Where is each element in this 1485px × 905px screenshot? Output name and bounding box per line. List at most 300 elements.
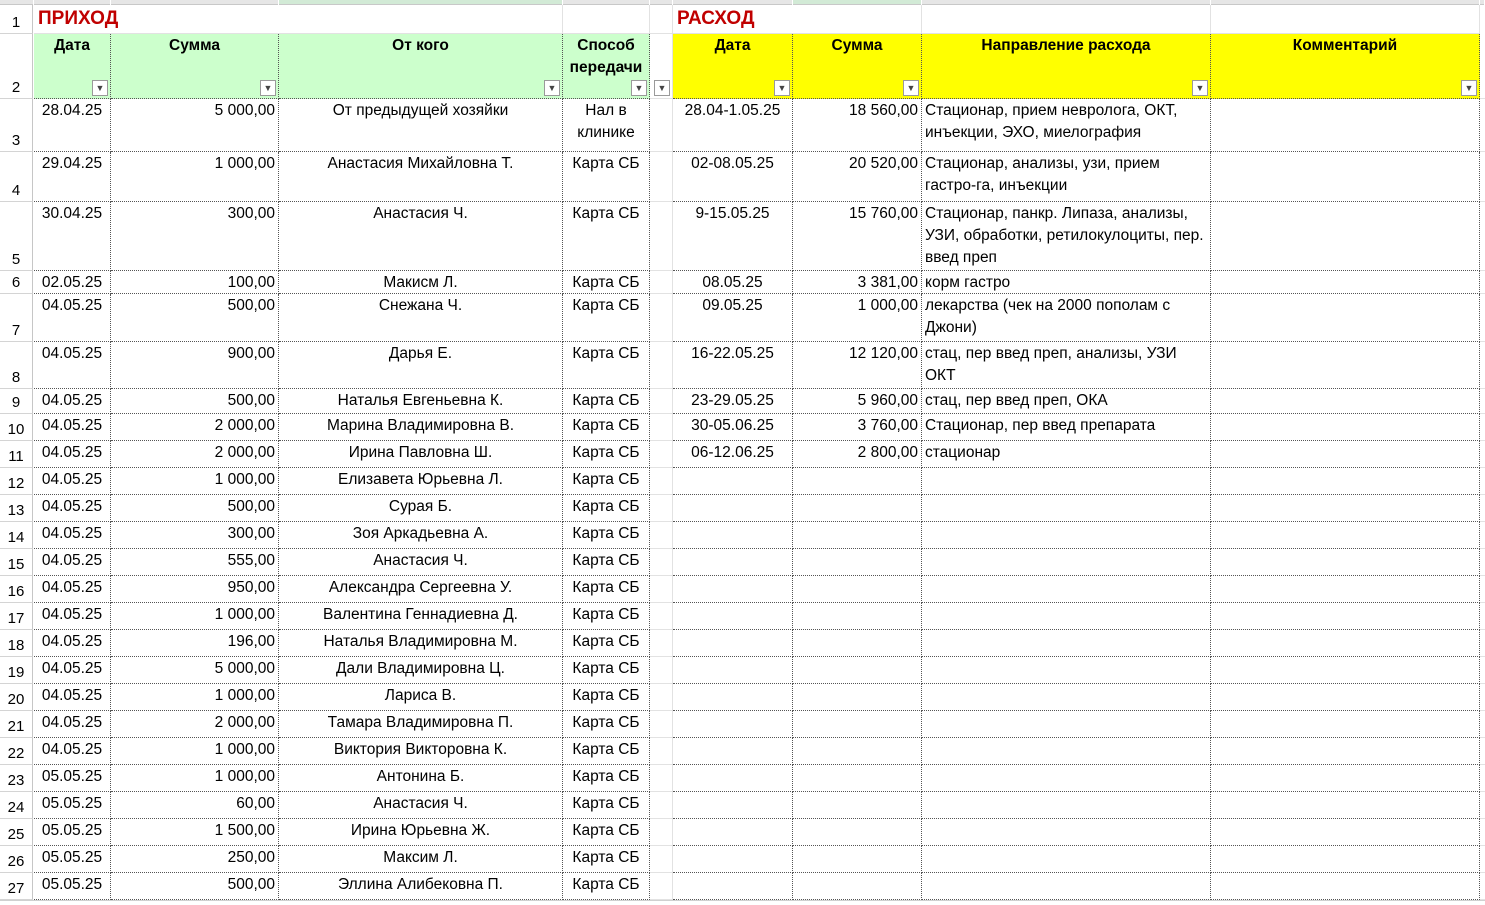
expense-comment-cell[interactable] <box>1211 630 1480 657</box>
empty-cell[interactable] <box>1480 630 1485 657</box>
expense-amount-cell[interactable] <box>793 576 922 603</box>
income-amount-cell[interactable]: 950,00 <box>111 576 279 603</box>
expense-comment-cell[interactable] <box>1211 873 1480 900</box>
expense-comment-cell[interactable] <box>1211 271 1480 294</box>
income-method-cell[interactable]: Карта СБ <box>563 549 650 576</box>
expense-date-cell[interactable]: 06-12.06.25 <box>673 441 793 468</box>
income-from-cell[interactable]: Макисм Л. <box>279 271 563 294</box>
expense-date-cell[interactable] <box>673 711 793 738</box>
expense-direction-cell[interactable] <box>922 495 1211 522</box>
income-from-cell[interactable]: Эллина Алибековна П. <box>279 873 563 900</box>
expense-direction-cell[interactable]: стационар <box>922 441 1211 468</box>
expense-direction-cell[interactable] <box>922 765 1211 792</box>
income-date-cell[interactable]: 05.05.25 <box>34 873 111 900</box>
income-amount-cell[interactable]: 1 000,00 <box>111 684 279 711</box>
expense-date-cell[interactable]: 16-22.05.25 <box>673 342 793 389</box>
expense-date-cell[interactable]: 9-15.05.25 <box>673 202 793 271</box>
expense-date-cell[interactable] <box>673 846 793 873</box>
expense-direction-cell[interactable] <box>922 846 1211 873</box>
income-method-cell[interactable]: Карта СБ <box>563 603 650 630</box>
expense-amount-cell[interactable] <box>793 630 922 657</box>
empty-cell[interactable] <box>1480 711 1485 738</box>
empty-cell[interactable] <box>563 5 650 34</box>
empty-cell[interactable] <box>650 765 673 792</box>
empty-cell[interactable] <box>922 5 1211 34</box>
expense-comment-cell[interactable] <box>1211 99 1480 152</box>
income-amount-cell[interactable]: 500,00 <box>111 294 279 342</box>
income-amount-cell[interactable]: 5 000,00 <box>111 99 279 152</box>
empty-cell[interactable] <box>650 819 673 846</box>
row-number[interactable]: 2 <box>0 34 33 99</box>
income-from-cell[interactable]: Наталья Владимировна М. <box>279 630 563 657</box>
empty-cell[interactable] <box>650 630 673 657</box>
expense-amount-cell[interactable] <box>793 522 922 549</box>
income-method-cell[interactable]: Карта СБ <box>563 846 650 873</box>
income-method-cell[interactable]: Карта СБ <box>563 414 650 441</box>
header-label: Способ передачи <box>569 37 643 76</box>
expense-date-cell[interactable] <box>673 576 793 603</box>
empty-cell[interactable] <box>1480 271 1485 294</box>
income-from-cell[interactable]: Анастасия Ч. <box>279 792 563 819</box>
income-method-cell[interactable]: Карта СБ <box>563 342 650 389</box>
expense-date-cell[interactable]: 23-29.05.25 <box>673 389 793 414</box>
income-date-cell[interactable]: 04.05.25 <box>34 389 111 414</box>
empty-cell[interactable] <box>650 414 673 441</box>
income-from-cell[interactable]: Лариса В. <box>279 684 563 711</box>
row-number[interactable]: 12 <box>0 468 33 495</box>
income-date-cell[interactable]: 28.04.25 <box>34 99 111 152</box>
row-number[interactable]: 6 <box>0 271 33 294</box>
expense-comment-cell[interactable] <box>1211 202 1480 271</box>
income-amount-cell[interactable]: 1 000,00 <box>111 738 279 765</box>
row-number[interactable]: 10 <box>0 414 33 441</box>
expense-amount-cell[interactable] <box>793 738 922 765</box>
expense-date-cell[interactable] <box>673 495 793 522</box>
row-number[interactable]: 26 <box>0 846 33 873</box>
income-amount-cell[interactable]: 250,00 <box>111 846 279 873</box>
income-amount-cell[interactable]: 5 000,00 <box>111 657 279 684</box>
income-date-cell[interactable]: 04.05.25 <box>34 738 111 765</box>
empty-cell[interactable] <box>650 657 673 684</box>
row-number[interactable]: 22 <box>0 738 33 765</box>
expense-amount-cell[interactable]: 5 960,00 <box>793 389 922 414</box>
expense-comment-cell[interactable] <box>1211 576 1480 603</box>
empty-cell[interactable] <box>650 576 673 603</box>
expense-amount-cell[interactable] <box>793 657 922 684</box>
row-number[interactable]: 11 <box>0 441 33 468</box>
income-date-cell[interactable]: 04.05.25 <box>34 576 111 603</box>
income-method-cell[interactable]: Карта СБ <box>563 657 650 684</box>
income-date-cell[interactable]: 05.05.25 <box>34 765 111 792</box>
income-date-cell[interactable]: 05.05.25 <box>34 846 111 873</box>
row-number[interactable]: 14 <box>0 522 33 549</box>
expense-comment-cell[interactable] <box>1211 738 1480 765</box>
income-from-cell[interactable]: Александра Сергеевна У. <box>279 576 563 603</box>
income-method-cell[interactable]: Карта СБ <box>563 152 650 202</box>
row-number[interactable]: 7 <box>0 294 33 342</box>
expense-direction-cell[interactable] <box>922 711 1211 738</box>
expense-comment-cell[interactable] <box>1211 846 1480 873</box>
income-from-cell[interactable]: Снежана Ч. <box>279 294 563 342</box>
expense-amount-cell[interactable] <box>793 846 922 873</box>
income-method-cell[interactable]: Карта СБ <box>563 441 650 468</box>
empty-cell[interactable] <box>1480 495 1485 522</box>
row-number[interactable]: 8 <box>0 342 33 389</box>
empty-cell[interactable] <box>650 711 673 738</box>
income-amount-cell[interactable]: 500,00 <box>111 495 279 522</box>
income-date-cell[interactable]: 04.05.25 <box>34 603 111 630</box>
expense-amount-cell[interactable] <box>793 819 922 846</box>
row-number[interactable]: 18 <box>0 630 33 657</box>
income-date-cell[interactable]: 04.05.25 <box>34 294 111 342</box>
expense-date-cell[interactable]: 09.05.25 <box>673 294 793 342</box>
income-date-cell[interactable]: 04.05.25 <box>34 711 111 738</box>
empty-cell[interactable] <box>650 495 673 522</box>
expense-date-cell[interactable] <box>673 468 793 495</box>
income-date-cell[interactable]: 29.04.25 <box>34 152 111 202</box>
expense-amount-cell[interactable]: 12 120,00 <box>793 342 922 389</box>
expense-direction-cell[interactable]: лекарства (чек на 2000 пополам с Джони) <box>922 294 1211 342</box>
expense-direction-cell[interactable] <box>922 657 1211 684</box>
income-header-method <box>563 34 650 99</box>
filter-dropdown-icon[interactable]: ▼ <box>1192 80 1208 96</box>
income-from-cell[interactable]: Тамара Владимировна П. <box>279 711 563 738</box>
header-label: Дата <box>54 37 90 54</box>
income-date-cell[interactable]: 04.05.25 <box>34 630 111 657</box>
empty-cell[interactable] <box>1480 441 1485 468</box>
row-number[interactable]: 15 <box>0 549 33 576</box>
expense-date-cell[interactable]: 08.05.25 <box>673 271 793 294</box>
row-number[interactable]: 9 <box>0 389 33 414</box>
income-method-cell[interactable]: Карта СБ <box>563 495 650 522</box>
expense-comment-cell[interactable] <box>1211 389 1480 414</box>
income-amount-cell[interactable]: 500,00 <box>111 389 279 414</box>
expense-comment-cell[interactable] <box>1211 657 1480 684</box>
income-method-cell[interactable]: Карта СБ <box>563 792 650 819</box>
expense-direction-cell[interactable]: стац, пер введ преп, ОКА <box>922 389 1211 414</box>
row-number[interactable]: 4 <box>0 152 33 202</box>
expense-date-cell[interactable]: 28.04-1.05.25 <box>673 99 793 152</box>
expense-comment-cell[interactable] <box>1211 414 1480 441</box>
income-amount-cell[interactable]: 1 000,00 <box>111 765 279 792</box>
income-method-cell[interactable]: Карта СБ <box>563 873 650 900</box>
income-date-cell[interactable]: 04.05.25 <box>34 414 111 441</box>
expense-amount-cell[interactable] <box>793 468 922 495</box>
empty-cell[interactable] <box>1480 468 1485 495</box>
income-method-cell[interactable]: Карта СБ <box>563 765 650 792</box>
income-amount-cell[interactable]: 300,00 <box>111 202 279 271</box>
expense-amount-cell[interactable] <box>793 711 922 738</box>
expense-direction-cell[interactable] <box>922 819 1211 846</box>
expense-date-cell[interactable] <box>673 738 793 765</box>
empty-cell[interactable] <box>1480 738 1485 765</box>
empty-cell[interactable] <box>1480 202 1485 271</box>
empty-cell[interactable] <box>1480 414 1485 441</box>
row-number[interactable]: 5 <box>0 202 33 271</box>
expense-direction-cell[interactable] <box>922 738 1211 765</box>
row-number[interactable]: 25 <box>0 819 33 846</box>
income-date-cell[interactable]: 30.04.25 <box>34 202 111 271</box>
empty-cell[interactable] <box>1480 34 1485 99</box>
empty-cell[interactable] <box>1480 294 1485 342</box>
filter-dropdown-icon[interactable]: ▼ <box>631 80 647 96</box>
income-from-cell[interactable]: Дали Владимировна Ц. <box>279 657 563 684</box>
expense-comment-cell[interactable] <box>1211 495 1480 522</box>
income-from-cell[interactable]: Виктория Викторовна К. <box>279 738 563 765</box>
row-number[interactable]: 21 <box>0 711 33 738</box>
income-from-cell[interactable]: Ирина Юрьевна Ж. <box>279 819 563 846</box>
expense-date-cell[interactable] <box>673 549 793 576</box>
expense-amount-cell[interactable] <box>793 792 922 819</box>
expense-comment-cell[interactable] <box>1211 468 1480 495</box>
income-amount-cell[interactable]: 300,00 <box>111 522 279 549</box>
income-from-cell[interactable]: Наталья Евгеньевна К. <box>279 389 563 414</box>
expense-amount-cell[interactable]: 15 760,00 <box>793 202 922 271</box>
column-header[interactable] <box>1480 0 1484 5</box>
income-method-cell[interactable]: Карта СБ <box>563 630 650 657</box>
income-date-cell[interactable]: 04.05.25 <box>34 468 111 495</box>
income-method-cell[interactable]: Карта СБ <box>563 202 650 271</box>
expense-amount-cell[interactable] <box>793 873 922 900</box>
filter-dropdown-icon[interactable]: ▼ <box>544 80 560 96</box>
income-from-cell[interactable]: Ирина Павловна Ш. <box>279 441 563 468</box>
income-method-cell[interactable]: Карта СБ <box>563 522 650 549</box>
filter-dropdown-icon[interactable]: ▼ <box>92 80 108 96</box>
income-header-amount <box>111 34 279 99</box>
expense-amount-cell[interactable] <box>793 495 922 522</box>
income-method-cell[interactable]: Карта СБ <box>563 294 650 342</box>
empty-cell[interactable] <box>650 5 673 34</box>
filter-dropdown-icon[interactable]: ▼ <box>903 80 919 96</box>
expense-comment-cell[interactable] <box>1211 711 1480 738</box>
income-date-cell[interactable]: 04.05.25 <box>34 657 111 684</box>
expense-date-cell[interactable]: 30-05.06.25 <box>673 414 793 441</box>
income-from-cell[interactable]: Зоя Аркадьевна А. <box>279 522 563 549</box>
expense-amount-cell[interactable]: 18 560,00 <box>793 99 922 152</box>
filter-dropdown-icon[interactable]: ▼ <box>260 80 276 96</box>
expense-comment-cell[interactable] <box>1211 792 1480 819</box>
expense-direction-cell[interactable]: Стационар, пер введ препарата <box>922 414 1211 441</box>
row-number[interactable]: 24 <box>0 792 33 819</box>
expense-section-title: РАСХОД <box>673 5 922 34</box>
income-date-cell[interactable]: 02.05.25 <box>34 271 111 294</box>
expense-direction-cell[interactable]: корм гастро <box>922 271 1211 294</box>
expense-date-cell[interactable] <box>673 522 793 549</box>
income-amount-cell[interactable]: 1 500,00 <box>111 819 279 846</box>
expense-direction-cell[interactable] <box>922 792 1211 819</box>
empty-cell[interactable] <box>650 152 673 202</box>
expense-amount-cell[interactable]: 3 381,00 <box>793 271 922 294</box>
income-date-cell[interactable]: 05.05.25 <box>34 792 111 819</box>
expense-date-cell[interactable] <box>673 657 793 684</box>
row-number[interactable]: 16 <box>0 576 33 603</box>
expense-comment-cell[interactable] <box>1211 522 1480 549</box>
income-amount-cell[interactable]: 900,00 <box>111 342 279 389</box>
filter-dropdown-icon[interactable]: ▼ <box>774 80 790 96</box>
filter-dropdown-icon[interactable]: ▼ <box>1461 80 1477 96</box>
empty-cell[interactable] <box>1480 549 1485 576</box>
expense-date-cell[interactable] <box>673 603 793 630</box>
income-amount-cell[interactable]: 100,00 <box>111 271 279 294</box>
empty-cell[interactable] <box>1480 846 1485 873</box>
row-number[interactable]: 20 <box>0 684 33 711</box>
income-from-cell[interactable]: Антонина Б. <box>279 765 563 792</box>
empty-cell[interactable] <box>1480 603 1485 630</box>
empty-cell[interactable] <box>1480 792 1485 819</box>
expense-amount-cell[interactable] <box>793 549 922 576</box>
income-amount-cell[interactable]: 2 000,00 <box>111 414 279 441</box>
expense-direction-cell[interactable] <box>922 684 1211 711</box>
expense-date-cell[interactable]: 02-08.05.25 <box>673 152 793 202</box>
row-number[interactable]: 27 <box>0 873 33 900</box>
empty-cell[interactable] <box>650 549 673 576</box>
income-method-cell[interactable]: Карта СБ <box>563 738 650 765</box>
row-number[interactable]: 17 <box>0 603 33 630</box>
expense-header-date <box>673 34 793 99</box>
income-from-cell[interactable]: Валентина Геннадиевна Д. <box>279 603 563 630</box>
income-date-cell[interactable]: 04.05.25 <box>34 522 111 549</box>
expense-comment-cell[interactable] <box>1211 152 1480 202</box>
income-amount-cell[interactable]: 2 000,00 <box>111 441 279 468</box>
expense-date-cell[interactable] <box>673 819 793 846</box>
expense-comment-cell[interactable] <box>1211 684 1480 711</box>
expense-comment-cell[interactable] <box>1211 765 1480 792</box>
empty-cell[interactable] <box>650 99 673 152</box>
filter-dropdown-icon[interactable]: ▼ <box>654 80 670 96</box>
expense-comment-cell[interactable] <box>1211 819 1480 846</box>
empty-cell[interactable] <box>650 684 673 711</box>
income-method-cell[interactable]: Карта СБ <box>563 711 650 738</box>
empty-cell[interactable] <box>1480 819 1485 846</box>
income-amount-cell[interactable]: 1 000,00 <box>111 603 279 630</box>
expense-direction-cell[interactable]: Стационар, панкр. Липаза, анализы, УЗИ, обработки, ретилокулоциты, пер. введ преп <box>922 202 1211 271</box>
expense-direction-cell[interactable]: стац, пер введ преп, анализы, УЗИ ОКТ <box>922 342 1211 389</box>
empty-cell[interactable] <box>650 202 673 271</box>
empty-cell[interactable] <box>1480 765 1485 792</box>
income-amount-cell[interactable]: 60,00 <box>111 792 279 819</box>
income-method-cell[interactable]: Карта СБ <box>563 819 650 846</box>
expense-direction-cell[interactable] <box>922 522 1211 549</box>
expense-amount-cell[interactable]: 3 760,00 <box>793 414 922 441</box>
income-amount-cell[interactable]: 1 000,00 <box>111 468 279 495</box>
income-amount-cell[interactable]: 196,00 <box>111 630 279 657</box>
expense-amount-cell[interactable]: 20 520,00 <box>793 152 922 202</box>
expense-amount-cell[interactable]: 2 800,00 <box>793 441 922 468</box>
expense-direction-cell[interactable]: Стационар, анализы, узи, прием гастро-га, инъекции <box>922 152 1211 202</box>
empty-cell[interactable] <box>650 342 673 389</box>
expense-direction-cell[interactable] <box>922 468 1211 495</box>
expense-date-cell[interactable] <box>673 630 793 657</box>
empty-cell[interactable] <box>1480 684 1485 711</box>
income-method-cell[interactable]: Карта СБ <box>563 684 650 711</box>
income-amount-cell[interactable]: 500,00 <box>111 873 279 900</box>
income-date-cell[interactable]: 04.05.25 <box>34 495 111 522</box>
empty-cell[interactable] <box>650 603 673 630</box>
income-from-cell[interactable]: Анастасия Ч. <box>279 202 563 271</box>
row-number[interactable]: 23 <box>0 765 33 792</box>
expense-amount-cell[interactable]: 1 000,00 <box>793 294 922 342</box>
income-header-from <box>279 34 563 99</box>
empty-cell[interactable] <box>650 846 673 873</box>
empty-cell[interactable] <box>1480 389 1485 414</box>
income-from-cell[interactable]: Максим Л. <box>279 846 563 873</box>
income-from-cell[interactable]: Дарья Е. <box>279 342 563 389</box>
income-date-cell[interactable]: 05.05.25 <box>34 819 111 846</box>
income-date-cell[interactable]: 04.05.25 <box>34 684 111 711</box>
empty-cell[interactable] <box>650 294 673 342</box>
income-method-cell[interactable]: Карта СБ <box>563 468 650 495</box>
empty-cell[interactable] <box>650 792 673 819</box>
income-amount-cell[interactable]: 2 000,00 <box>111 711 279 738</box>
income-method-cell[interactable]: Карта СБ <box>563 271 650 294</box>
income-method-cell[interactable]: Нал в клинике <box>563 99 650 152</box>
expense-direction-cell[interactable] <box>922 549 1211 576</box>
expense-date-cell[interactable] <box>673 873 793 900</box>
empty-cell[interactable] <box>650 738 673 765</box>
income-from-cell[interactable]: От предыдущей хозяйки <box>279 99 563 152</box>
income-method-cell[interactable]: Карта СБ <box>563 576 650 603</box>
income-method-cell[interactable]: Карта СБ <box>563 389 650 414</box>
expense-direction-cell[interactable] <box>922 873 1211 900</box>
income-amount-cell[interactable]: 1 000,00 <box>111 152 279 202</box>
income-amount-cell[interactable]: 555,00 <box>111 549 279 576</box>
expense-comment-cell[interactable] <box>1211 603 1480 630</box>
income-from-cell[interactable]: Анастасия Михайловна Т. <box>279 152 563 202</box>
expense-date-cell[interactable] <box>673 765 793 792</box>
row-number[interactable]: 3 <box>0 99 33 152</box>
empty-cell[interactable] <box>1480 99 1485 152</box>
empty-cell[interactable] <box>650 441 673 468</box>
expense-comment-cell[interactable] <box>1211 441 1480 468</box>
expense-comment-cell[interactable] <box>1211 342 1480 389</box>
expense-date-cell[interactable] <box>673 792 793 819</box>
empty-cell[interactable] <box>650 468 673 495</box>
empty-cell[interactable] <box>650 389 673 414</box>
income-date-cell[interactable]: 04.05.25 <box>34 549 111 576</box>
expense-comment-cell[interactable] <box>1211 294 1480 342</box>
empty-cell[interactable] <box>1480 873 1485 900</box>
row-number[interactable]: 1 <box>0 5 33 34</box>
row-number[interactable]: 19 <box>0 657 33 684</box>
empty-cell[interactable] <box>650 873 673 900</box>
empty-cell[interactable] <box>1211 5 1480 34</box>
income-from-cell[interactable]: Марина Владимировна В. <box>279 414 563 441</box>
income-from-cell[interactable]: Анастасия Ч. <box>279 549 563 576</box>
expense-comment-cell[interactable] <box>1211 549 1480 576</box>
expense-direction-cell[interactable] <box>922 576 1211 603</box>
income-from-cell[interactable]: Елизавета Юрьевна Л. <box>279 468 563 495</box>
income-date-cell[interactable]: 04.05.25 <box>34 441 111 468</box>
empty-cell[interactable] <box>1480 576 1485 603</box>
empty-cell[interactable] <box>650 271 673 294</box>
empty-cell[interactable] <box>1480 152 1485 202</box>
income-from-cell[interactable]: Сурая Б. <box>279 495 563 522</box>
expense-date-cell[interactable] <box>673 684 793 711</box>
expense-amount-cell[interactable] <box>793 765 922 792</box>
expense-direction-cell[interactable] <box>922 603 1211 630</box>
empty-cell[interactable] <box>1480 522 1485 549</box>
empty-cell[interactable] <box>1480 657 1485 684</box>
empty-cell[interactable] <box>650 522 673 549</box>
expense-direction-cell[interactable]: Стационар, прием невролога, ОКТ, инъекции, ЭХО, миелография <box>922 99 1211 152</box>
expense-amount-cell[interactable] <box>793 603 922 630</box>
empty-cell[interactable] <box>1480 342 1485 389</box>
income-date-cell[interactable]: 04.05.25 <box>34 342 111 389</box>
expense-amount-cell[interactable] <box>793 684 922 711</box>
empty-cell[interactable] <box>650 34 673 99</box>
expense-direction-cell[interactable] <box>922 630 1211 657</box>
row-number[interactable]: 13 <box>0 495 33 522</box>
